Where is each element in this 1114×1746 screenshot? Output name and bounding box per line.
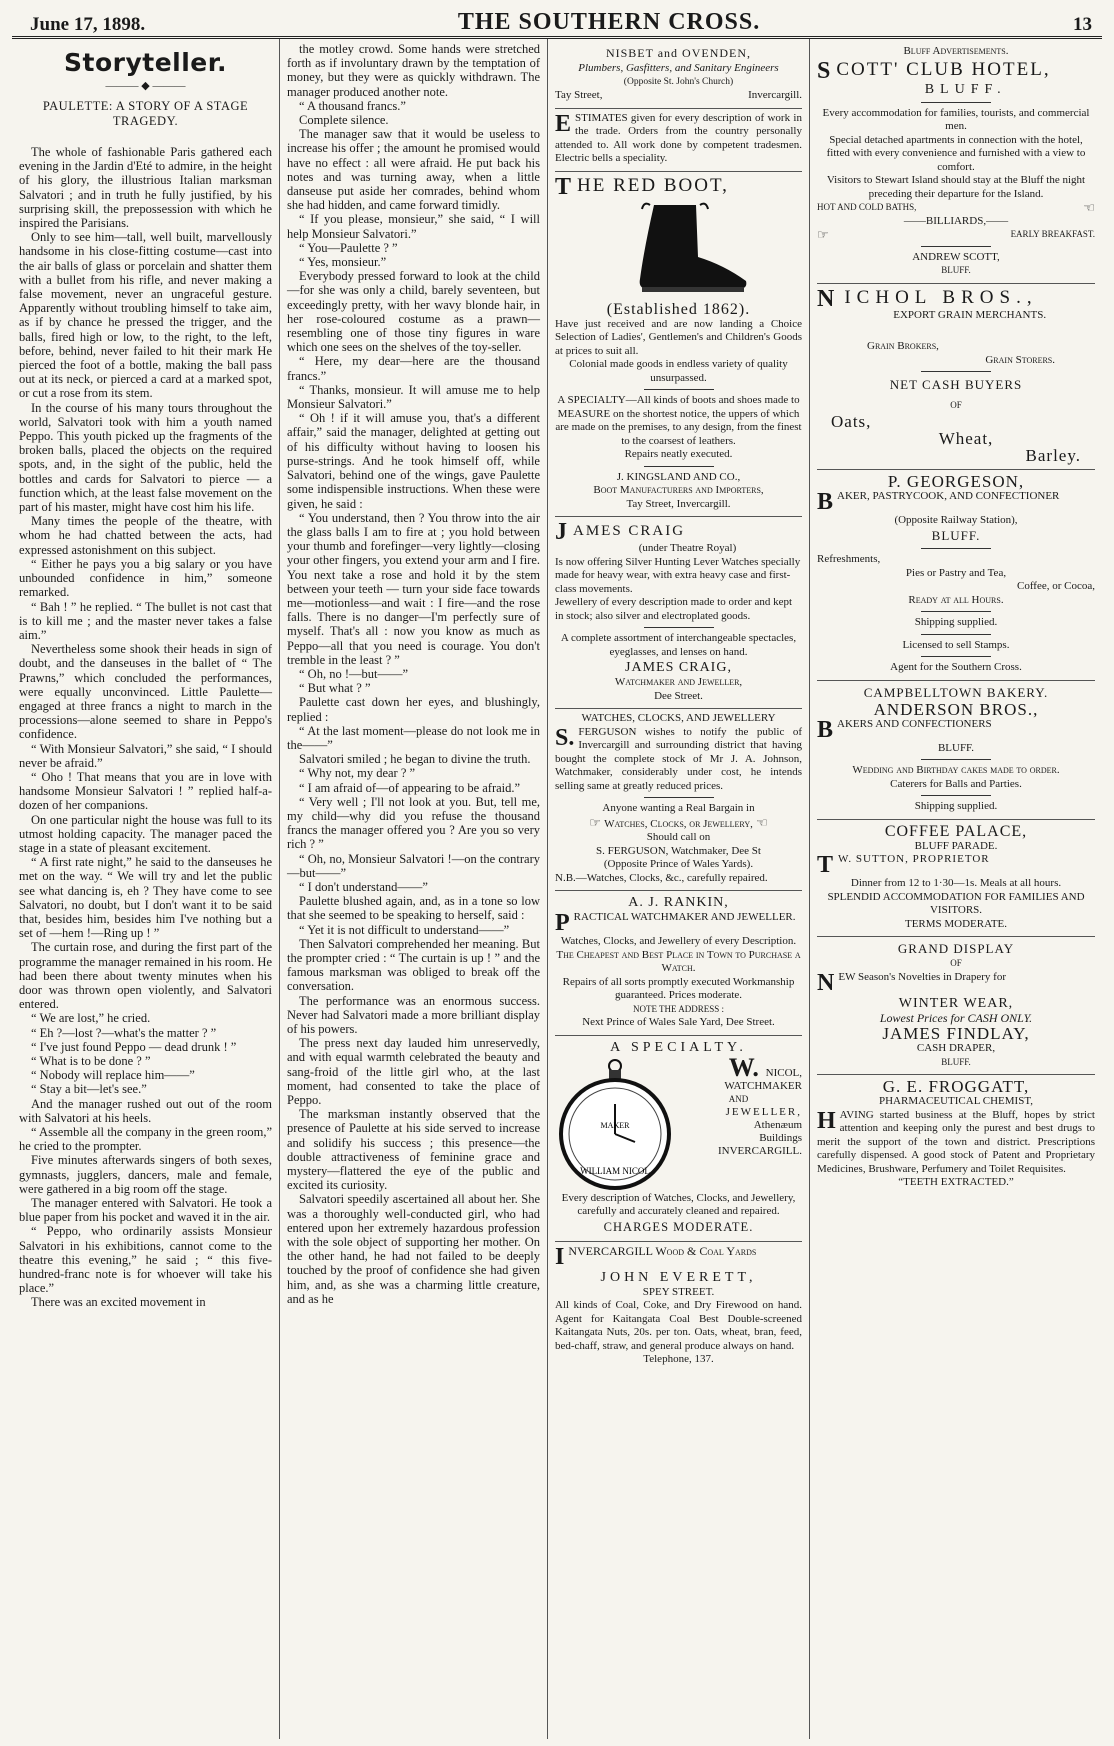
story-paragraph: “ A thousand francs.” — [299, 98, 406, 113]
story-column-2 — [280, 39, 548, 1739]
story-paragraph: “ You understand, then ? You throw into the air the glass balls I am to fire at ; you hold between your thumb and forefinger—very lightly—closing your other fingers, you extend your arm and I fire. You next take a rose and hold it by the stem between your teeth — turn your side face towards me—motionless—and wait : I fire—and the rose falls. There is no danger—I'm perfectly sure of myself. That's all : now you know as much as Peppo—all that you need is courage. You don't tremble in the least ? ” — [287, 510, 540, 667]
masthead — [12, 4, 1102, 39]
story-paragraph: The manager saw that it would be useless to increase his offer ; the amount he promised would have no effect : all were afraid. He put back his notes and was turning away, when a little danseuse put aside her comrades, behind whom she had hidden, and came forward timidly. — [287, 127, 540, 213]
story-paragraphs-2 — [287, 42, 540, 1306]
hand-pointer-icon: ☜ — [752, 814, 768, 830]
story-paragraph: “ I've just found Peppo — dead drunk ! ” — [31, 1039, 237, 1054]
story-paragraph: “ Assemble all the company in the green room,” he cried to the prompter. — [19, 1125, 272, 1154]
story-paragraph: The press next day lauded him unreservedly, and with equal warmth celebrated the beauty and sang-froid of the little girl who, at the last moment, had consented to take the place of Peppo. — [287, 1036, 540, 1108]
ad-anderson-bros: CAMPBELLTOWN BAKERY. ANDERSON BROS., BAKERS AND CONFECTIONERS BLUFF. Wedding and Birthday cakes made to order. Caterers for Balls and Parties. Shipping supplied. — [817, 681, 1095, 820]
story-paragraph: “ At the last moment—please do not look me in the——” — [287, 723, 540, 752]
story-paragraph: Five minutes afterwards singers of both sexes, gymnasts, jugglers, dancers, male and female, were gathered in a big room off the stage. — [19, 1153, 272, 1196]
story-paragraph: Paulette blushed again, and, as in a tone so low that she seemed to be speaking to herself, said : — [287, 894, 540, 923]
story-paragraph: Only to see him—tall, well built, marvellously handsome in his close-fitting costume—cast into the air balls of glass or porcelain and shatter them with a bullet from his rifle, and never making a false movement, never an ungraceful gesture. Apparently without troubling himself to take aim, as if by chance he pressed the trigger, and the balls, fired high or low, to the right, to the left, before, behind, never failed to hit their mark He pierced the foot of a bottle, making the ball pass out at its neck, or pierced a card at a marked spot, or cut a rose from its stem. — [19, 230, 272, 401]
story-paragraph: “ Yes, monsieur.” — [299, 255, 387, 270]
story-column-1 — [12, 39, 280, 1739]
story-paragraph: The manager entered with Salvatori. He took a blue paper from his pocket and waved it in the air. — [19, 1196, 272, 1225]
story-paragraph: The whole of fashionable Paris gathered each evening in the Jardin d'Eté to admire, in the height of his glory, the illustrious Italian marksman Salvatori ; and in truth he fully justified, by his surprising skill, the prepossession with which he inspired the Parisians. — [19, 145, 272, 231]
story-paragraph: “ With Monsieur Salvatori,” she said, “ I should never be afraid.” — [19, 741, 272, 770]
ad-nicol: A SPECIALTY. MAKER WILLIAM NICOL W. NICOL, WATCHMAKER AND JEWELLER, Athenæum Buildings INVERCARGILL. Every description of Watches, Clocks, and Jewellery, carefully and accurately cleaned and repaired. CHARGES MODERATE. — [555, 1036, 802, 1242]
story-paragraph: Then Salvatori comprehended her meaning. But the prompter cried : “ The curtain is up ! ” and the famous marksman was obliged to break off the conversation. — [287, 936, 540, 994]
story-paragraph: “ If you please, monsieur,” she said, “ I will help Monsieur Salvatori.” — [287, 212, 540, 241]
ad-scott-club-hotel: Bluff Advertisements. S COTT' CLUB HOTEL, BLUFF. Every accommodation for families, tourists, and commercial men. Special detached apartments in connection with the hotel, fitted with every convenience and furnished with a view to comfort. Visitors to Stewart Island should stay at the Bluff the night preceding their departure for the Island. HOT AND COLD BATHS, ☜ ——BILLIARDS,—— ☞ EARLY BREAKFAST. ANDREW SCOTT, BLUFF. — [817, 42, 1095, 284]
ads-column-4 — [810, 39, 1102, 1739]
story-paragraph: the motley crowd. Some hands were stretched forth as if involuntary drawn by the temptation of money, but they were as quickly withdrawn. The manager produced another note. — [287, 42, 540, 99]
ad-james-findlay: GRAND DISPLAY OF NEW Season's Novelties in Drapery for WINTER WEAR, Lowest Prices for CASH ONLY. JAMES FINDLAY, CASH DRAPER, BLUFF. — [817, 937, 1095, 1075]
story-paragraph: “ I don't understand——” — [299, 879, 428, 894]
story-paragraph: There was an excited movement in — [31, 1295, 206, 1310]
story-paragraph: “ Oho ! That means that you are in love with handsome Monsieur Salvatori ! ” replied half-a-dozen of her companions. — [19, 769, 272, 813]
story-paragraph: “ Thanks, monsieur. It will amuse me to help Monsieur Salvatori.” — [287, 382, 540, 412]
story-paragraph: “ Yet it is not difficult to understand——” — [299, 922, 510, 937]
story-paragraph: “ Oh, no !—but——” — [299, 666, 409, 681]
story-heading: Storyteller. — [63, 48, 228, 77]
story-paragraph: “ Why not, my dear ? ” — [299, 766, 416, 781]
story-paragraph: “ But what ? ” — [299, 681, 371, 696]
ad-rankin: A. J. RANKIN, PRACTICAL WATCHMAKER AND JEWELLER. Watches, Clocks, and Jewellery of every Description. The Cheapest and Best Place in Town to Purchase a Watch. Repairs of all sorts promptly executed Workmanship guaranteed. Prices moderate. NOTE THE ADDRESS : Next Prince of Wales Sale Yard, Dee Street. — [555, 891, 802, 1036]
ad-james-craig: JAMES CRAIG (under Theatre Royal) Is now offering Silver Hunting Lever Watches specially made for heavy wear, with extra heavy case and first-class movements. Jewellery of every description made to order and kept in stock; also silver and electroplated goods. A complete assortment of interchangeable spectacles, eyeglasses, and lenses on hand. JAMES CRAIG, Watchmaker and Jeweller, Dee Street. — [555, 517, 802, 709]
svg-text:MAKER: MAKER — [600, 1120, 630, 1130]
story-paragraph: “ Here, my dear—here are the thousand francs.” — [287, 354, 540, 383]
ad-froggatt: G. E. FROGGATT, PHARMACEUTICAL CHEMIST, HAVING started business at the Bluff, hopes by strict attention and keeping only the purest and best drugs to merit the support of the town and district. Prescriptions carefully dispensed. A good stock of Patent and Proprietary Medicines, Brushware, Perfumery and Toilet Requisites. “TEETH EXTRACTED.” — [817, 1077, 1095, 1188]
ad-nichol-bros: N ICHOL BROS., EXPORT GRAIN MERCHANTS. Grain Brokers, Grain Storers. NET CASH BUYERS OF Oats, Wheat, Barley. — [817, 284, 1095, 470]
story-paragraph: Salvatori speedily ascertained all about her. She was a thoroughly well-conducted girl, who had entered upon her extremely hazardous profession with the sole object of supporting her mother. On the other hand, he had not failed to be deeply touched by the proof of confidence she had given him, and, as she was a charming little creature, and as he — [287, 1192, 540, 1306]
story-paragraph: Many times the people of the theatre, with whom he had chatted between the acts, had expressed astonishment on this subject. — [19, 514, 272, 557]
ad-nisbet: NISBET and OVENDEN, Plumbers, Gasfitters, and Sanitary Engineers (Opposite St. John's Church) Tay Street, Invercargill. — [555, 42, 802, 109]
ad-georgeson: P. GEORGESON, BAKER, PASTRYCOOK, AND CONFECTIONER (Opposite Railway Station), BLUFF. Refreshments, Pies or Pastry and Tea, Coffee, or Cocoa, Ready at all Hours. Shipping supplied. Licensed to sell Stamps. Agent for the Southern Cross. — [817, 470, 1095, 681]
page-number: 13 — [1072, 14, 1092, 35]
story-paragraph: “ What is to be done ? ” — [31, 1054, 151, 1068]
story-paragraph: Paulette cast down her eyes, and blushingly, replied : — [287, 695, 540, 724]
issue-date: June 17, 1898. — [30, 14, 146, 35]
pocket-watch-illustration — [555, 1056, 675, 1192]
story-paragraph: “ A first rate night,” he said to the danseuses he met on the way. “ We will try and let the public see what dancing is, eh ? They have come to see Salvatori, no doubt, but I don't want it to be said that, besides him, besides him I've nothing but a set of —hem !—Ring up ! ” — [19, 855, 272, 941]
story-paragraph: The performance was an enormous success. Never had Salvatori made a more brilliant display of his powers. — [287, 993, 540, 1037]
story-paragraph: “ Nobody will replace him——” — [31, 1068, 195, 1083]
hand-pointer-icon: ☞ — [589, 814, 605, 830]
columns — [12, 39, 1102, 1739]
ad-ferguson: WATCHES, CLOCKS, AND JEWELLERY S. FERGUSON wishes to notify the public of Invercargill and surrounding district that having bought the complete stock of Mr J. A. Johnson, Watchmaker, considerably under cost, he intends selling same at greatly reduced prices. Anyone wanting a Real Bargain in ☞ Watches, Clocks, or Jewellery, ☜ Should call on S. FERGUSON, Watchmaker, Dee St (Opposite Prince of Wales Yards). N.B.—Watches, Clocks, &c., carefully repaired. — [555, 709, 802, 891]
story-paragraph: “ Very well ; I'll not look at you. But, tell me, my child—why did you refuse the thousand francs the manager offered you ? Are you so very rich ? ” — [287, 794, 540, 852]
story-paragraph: “ Peppo, who ordinarily assists Monsieur Salvatori in his exhibitions, cannot come to the theatre this evening,” he said ; “ this five-hundred-franc note is for whoever will take his place.” — [19, 1224, 272, 1296]
story-paragraph: “ You—Paulette ? ” — [299, 240, 398, 255]
boot-illustration — [604, 199, 754, 299]
ad-estimates: ESTIMATES given for every description of work in the trade. Orders from the country personally attended to. All work done by competent tradesmen. Electric bells a speciality. — [555, 109, 802, 172]
story-paragraph: In the course of his many tours throughout the world, Salvatori took with him a youth named Peppo. This youth picked up the fragments of the broken balls, placed the objects on the required spots, and, in the sight of the public, held the bottles and cards for Salvatori to pierce — a function which, at the least false movement on the part of his master, might have cost him his life. — [19, 400, 272, 515]
ad-coffee-palace: COFFEE PALACE, BLUFF PARADE. T W. SUTTON, PROPRIETOR Dinner from 12 to 1·30—1s. Meals at all hours. SPLENDID ACCOMMODATION FOR FAMILIES AND VISITORS. TERMS MODERATE. — [817, 820, 1095, 938]
ad-red-boot: T HE RED BOOT, (Established 1862). Have just received and are now landing a Choice Selection of Ladies', Gentlemen's and Children's Goods at prices to suit all. Colonial made goods in endless variety of quality unsurpassed. A SPECIALTY—All kinds of boots and shoes made to MEASURE on the shortest notice, the uppers of which are made on the premises, to any design, from the finest to the coarsest of leathers. Repairs neatly executed. J. KINGSLAND AND CO., Boot Manufacturers and Importers, Tay Street, Invercargill. — [555, 172, 802, 518]
story-paragraph: The curtain rose, and during the first part of the programme the manager remained in his room. He had been there about twenty minutes when his door was thrown open violently, and Salvatori entered. — [19, 940, 272, 1012]
story-paragraph: “ Oh, no, Monsieur Salvatori !—on the contrary—but——” — [287, 851, 540, 880]
story-paragraph: Nevertheless some shook their heads in sign of doubt, and the danseuses in the ballet of “ The Prawns,” which concluded the performances, were equally unconvinced. Little Paulette—engaged at three francs a night to march in the processions—alone seemed to share in Peppo's confidence. — [19, 642, 272, 742]
story-paragraph: “ Stay a bit—let's see.” — [31, 1082, 147, 1097]
story-paragraph: Complete silence. — [299, 113, 389, 128]
hand-pointer-icon: ☞ — [817, 227, 829, 242]
ornament-divider: ——— ◆ ——— — [105, 80, 186, 92]
story-paragraph: And the manager rushed out out of the room with Salvatori at his heels. — [19, 1096, 272, 1125]
ad-everett: INVERCARGILL Wood & Coal Yards JOHN EVERETT, SPEY STREET. All kinds of Coal, Coke, and Dry Firewood on hand. Agent for Kaitangata Coal Best Double-screened Kaitangata Nuts, 20s. per ton. Oats, wheat, bran, feed, bed-chaff, straw, and general produce always on hand. Telephone, 137. — [555, 1243, 802, 1365]
story-paragraph: “ Eh ?—lost ?—what's the matter ? ” — [31, 1025, 217, 1040]
ads-column-3 — [548, 39, 810, 1739]
story-paragraph: On one particular night the house was full to its utmost holding capacity. The manager paced the stage in a state of pleasant excitement. — [19, 812, 272, 855]
story-paragraph: “ We are lost,” he cried. — [31, 1011, 151, 1026]
story-paragraph: “ Bah ! ” he replied. “ The bullet is not cast that is to kill me ; and the master never takes a false aim.” — [19, 599, 272, 642]
story-subtitle: PAULETTE: A STORY OF A STAGE TRAGEDY. — [42, 99, 249, 128]
hand-pointer-icon: ☜ — [1083, 200, 1095, 215]
story-paragraph: “ Either he pays you a big salary or you have unbounded confidence in him,” someone remarked. — [19, 556, 272, 600]
story-paragraph: “ Oh ! if it will amuse you, that's a different affair,” said the manager, delighted at getting out of his difficulty without having to loosen his purse-strings. And he took himself off, while Salvatori, behind one of the wings, gave Paulette some indispensible instructions. When these were given, he said : — [287, 411, 540, 511]
story-paragraphs-1 — [19, 145, 272, 1310]
svg-text:WILLIAM NICOL: WILLIAM NICOL — [580, 1165, 650, 1176]
story-paragraph: Everybody pressed forward to look at the child—for she was only a child, barely seventeen, but exceedingly pretty, with her wavy blonde hair, in her rose-coloured costume as a prawn—resembling one of those tiny figures in ware which one sees on the shelves of the toy-seller. — [287, 269, 540, 355]
newspaper-title: THE SOUTHERN CROSS. — [457, 9, 761, 35]
story-paragraph: The marksman instantly observed that the presence of Paulette at his side served to increase and solidify his success ; this presence—the double attractiveness of feminine grace and mystery—flattered the eye of the public and excited its curiosity. — [287, 1107, 540, 1193]
story-paragraph: “ I am afraid of—of appearing to be afraid.” — [299, 780, 521, 795]
story-paragraph: Salvatori smiled ; he began to divine the truth. — [299, 752, 531, 767]
